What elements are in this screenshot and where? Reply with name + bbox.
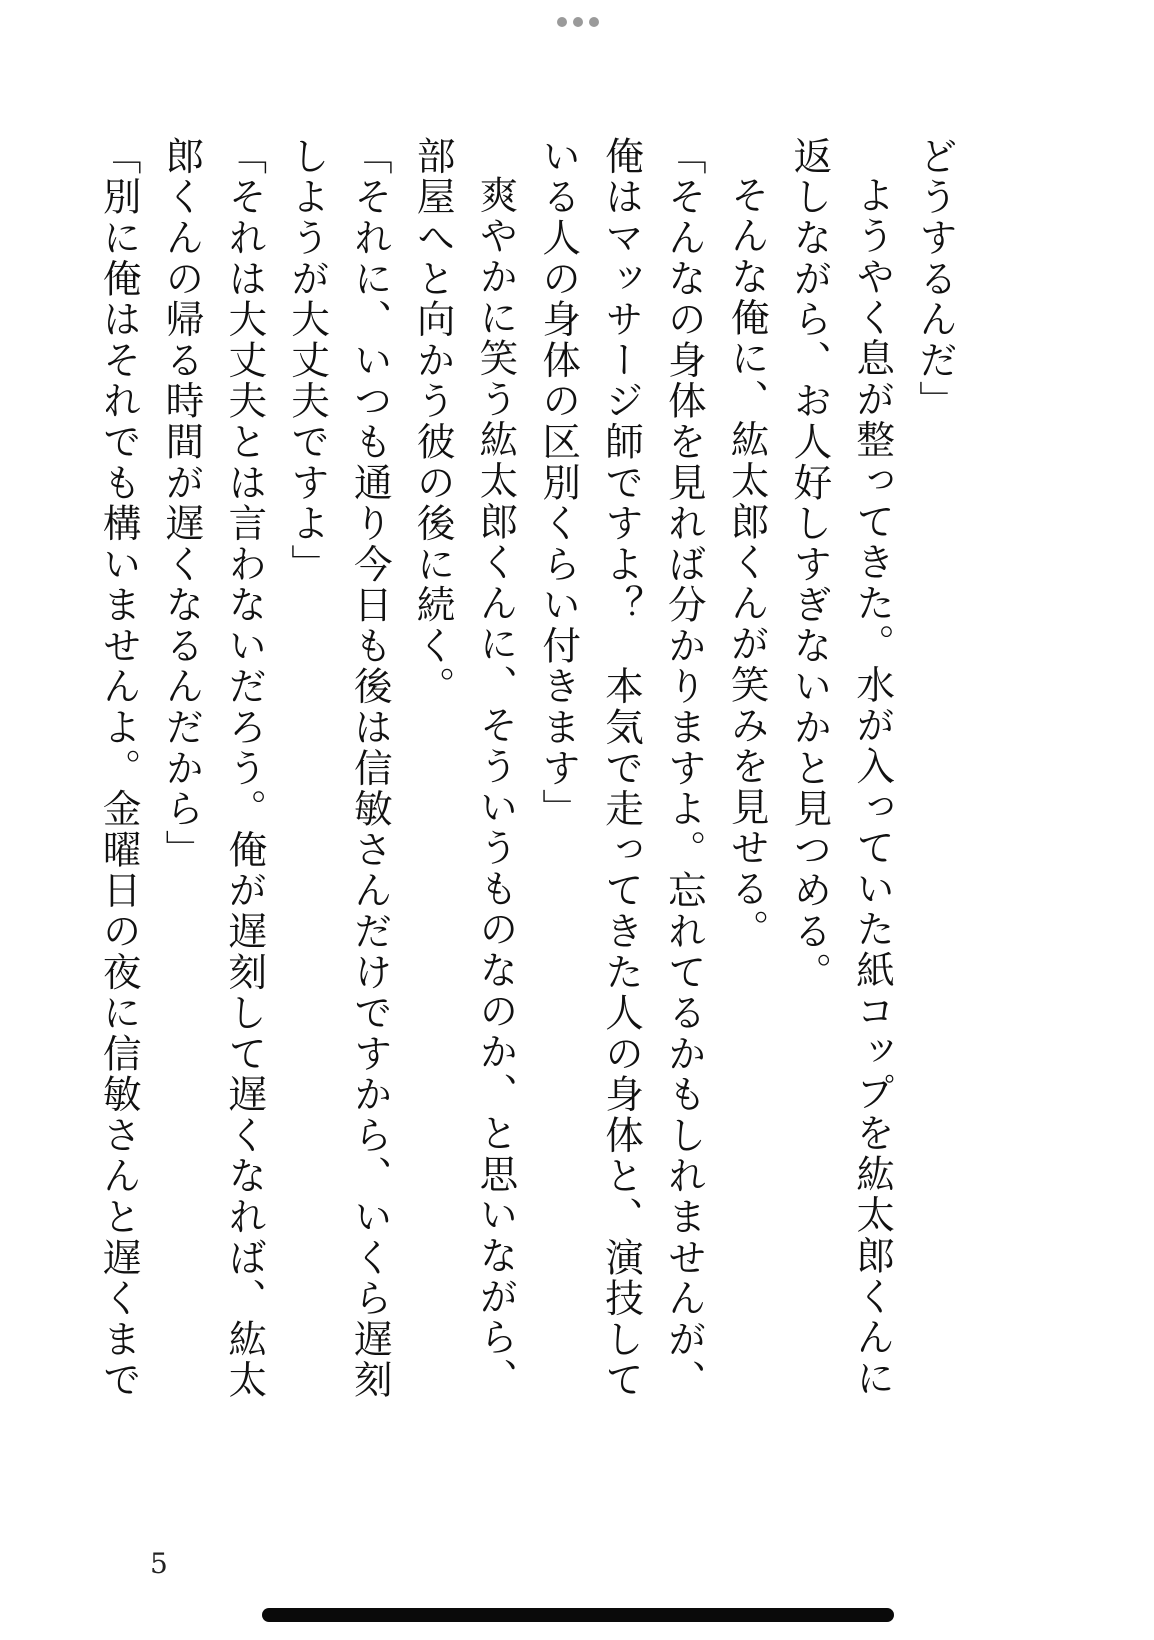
menu-dot	[573, 17, 583, 27]
more-options-icon[interactable]	[557, 16, 599, 28]
text-line: 「そんなの身体を見れば分かりますよ。忘れてるかもしれませんが、	[661, 136, 707, 1401]
text-line: いる人の身体の区別くらい付きます」	[536, 136, 582, 830]
home-indicator[interactable]	[262, 1608, 894, 1622]
page-number: 5	[150, 1547, 168, 1580]
page-body-text	[87, 136, 966, 1516]
text-line: 俺はマッサージ師ですよ？ 本気で走ってきた人の身体と、演技して	[599, 136, 645, 1401]
text-line: しようが大丈夫ですよ」	[285, 136, 331, 585]
text-line: 郎くんの帰る時間が遅くなるんだから」	[159, 136, 205, 871]
text-line: 「それは大丈夫とは言わないだろう。俺が遅刻して遅くなれば、紘太	[222, 136, 268, 1401]
text-line: 「それに、いつも通り今日も後は信敏さんだけですから、いくら遅刻	[347, 136, 393, 1401]
text-line: そんな俺に、紘太郎くんが笑みを見せる。	[724, 174, 770, 950]
text-line: 返しながら、お人好しすぎないかと見つめる。	[787, 136, 833, 993]
text-line: ようやく息が整ってきた。水が入っていた紙コップを紘太郎くんに	[850, 174, 896, 1399]
menu-dot	[557, 17, 567, 27]
text-line: どうするんだ」	[913, 136, 958, 422]
text-line: 部屋へと向かう彼の後に続く。	[410, 136, 456, 708]
text-line: 「別に俺はそれでも構いませんよ。金曜日の夜に信敏さんと遅くまで	[96, 136, 142, 1401]
menu-dot	[589, 17, 599, 27]
text-line: 爽やかに笑う紘太郎くんに、そういうものなのか、と思いながら、	[473, 174, 519, 1399]
